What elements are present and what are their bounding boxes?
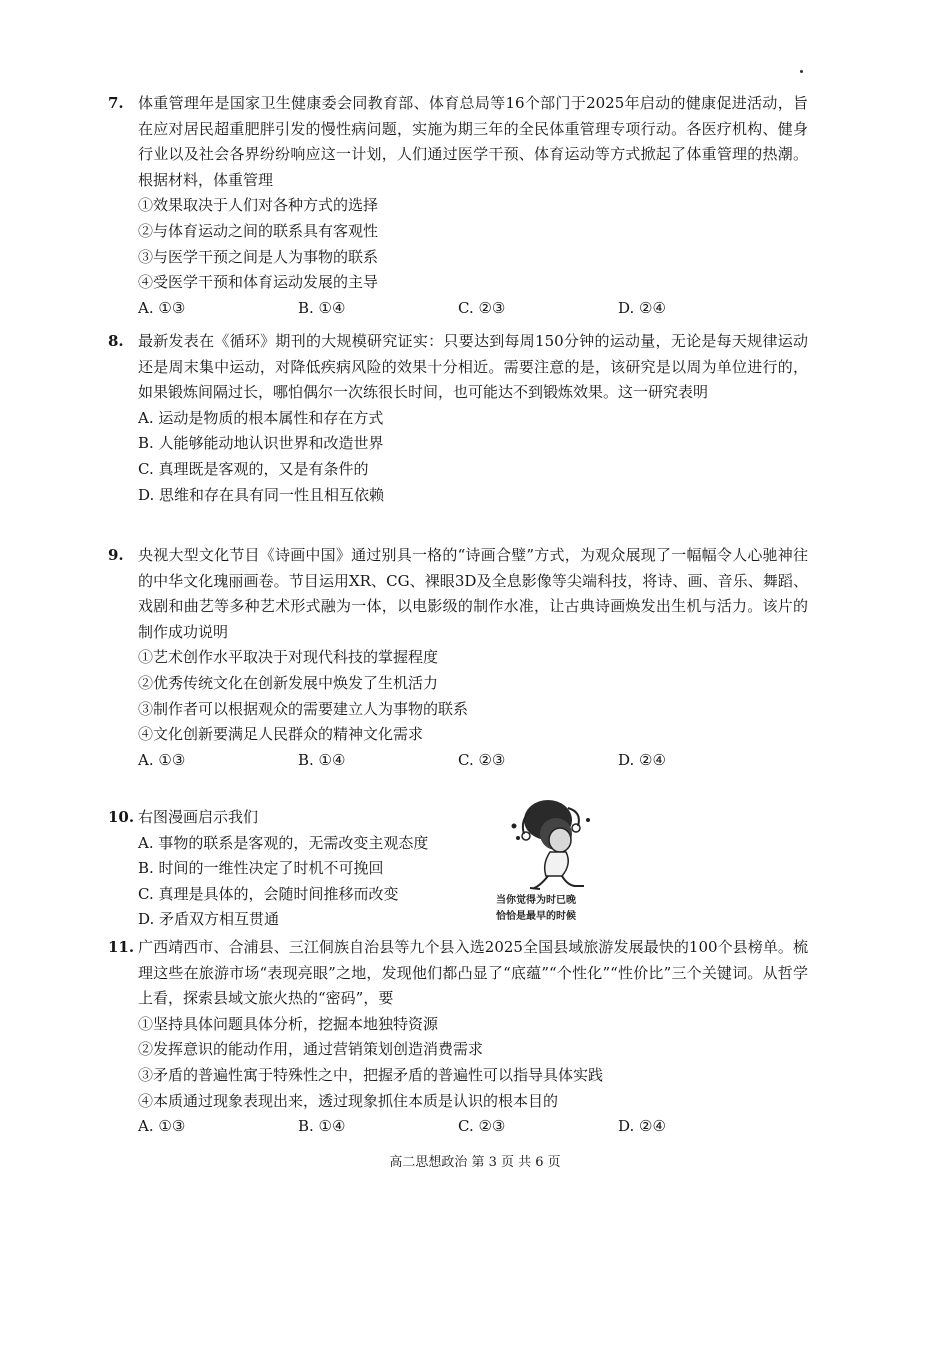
option-c[interactable]: C. ②③ xyxy=(458,1117,506,1136)
statement: ③与医学干预之间是人为事物的联系 xyxy=(138,247,379,266)
statement: ③制作者可以根据观众的需要建立人为事物的联系 xyxy=(138,699,469,718)
option-b[interactable]: B. 时间的一维性决定了时机不可挽回 xyxy=(138,859,384,878)
question-11 xyxy=(108,935,808,1140)
option-row xyxy=(138,1114,808,1140)
option-c[interactable]: C. 真理既是客观的，又是有条件的 xyxy=(138,459,369,478)
caption-line: 当你觉得为时已晚 xyxy=(496,895,576,906)
option-row xyxy=(138,296,808,322)
option-b[interactable]: B. 人能够能动地认识世界和改造世界 xyxy=(138,434,384,453)
option-d[interactable]: D. ②④ xyxy=(618,750,666,769)
question-number: 7. xyxy=(108,94,124,112)
option-a[interactable]: A. 事物的联系是客观的，无需改变主观态度 xyxy=(138,833,429,852)
option-c[interactable]: C. ②③ xyxy=(458,298,506,317)
option-d[interactable]: D. 矛盾双方相互贯通 xyxy=(138,910,280,929)
question-10 xyxy=(108,805,808,933)
question-stem: 右图漫画启示我们 xyxy=(138,808,259,826)
statement: ②发挥意识的能动作用，通过营销策划创造消费需求 xyxy=(138,1040,484,1059)
statement: ③矛盾的普遍性寓于特殊性之中，把握矛盾的普遍性可以指导具体实践 xyxy=(138,1065,604,1084)
question-number: 9. xyxy=(108,546,124,564)
statement: ④本质通过现象表现出来，透过现象抓住本质是认识的根本目的 xyxy=(138,1091,559,1110)
option-a[interactable]: A. ①③ xyxy=(138,750,186,769)
speck-mark xyxy=(800,70,803,73)
statement: ①艺术创作水平取决于对现代科技的掌握程度 xyxy=(138,648,439,667)
option-c[interactable]: C. 真理是具体的，会随时间推移而改变 xyxy=(138,884,399,903)
cartoon-caption xyxy=(496,893,646,925)
statement: ①效果取决于人们对各种方式的选择 xyxy=(138,196,379,215)
question-number: 11. xyxy=(108,938,135,956)
question-7 xyxy=(108,91,808,321)
option-b[interactable]: B. ①④ xyxy=(298,750,346,769)
option-c[interactable]: C. ②③ xyxy=(458,750,506,769)
statement: ①坚持具体问题具体分析，挖掘本地独特资源 xyxy=(138,1014,439,1033)
option-a[interactable]: A. 运动是物质的根本属性和存在方式 xyxy=(138,408,384,427)
option-a[interactable]: A. ①③ xyxy=(138,1117,186,1136)
question-number: 10. xyxy=(108,808,135,826)
question-stem: 广西靖西市、合浦县、三江侗族自治县等九个县入选2025全国县域旅游发展最快的100个县榜单。梳理这些在旅游市场“表现亮眼”之地，发现他们都凸显了“底蕴”“个性化”“性价比”三个关键词。从哲学上看，探索县域文旅火热的“密码”，要 xyxy=(138,938,808,1008)
question-number: 8. xyxy=(108,332,124,350)
statement: ④文化创新要满足人民群众的精神文化需求 xyxy=(138,725,424,744)
statement: ②优秀传统文化在创新发展中焕发了生机活力 xyxy=(138,673,439,692)
option-a[interactable]: A. ①③ xyxy=(138,298,186,317)
option-d[interactable]: D. ②④ xyxy=(618,298,666,317)
question-9 xyxy=(108,543,808,773)
statement: ②与体育运动之间的联系具有客观性 xyxy=(138,221,379,240)
option-b[interactable]: B. ①④ xyxy=(298,298,346,317)
question-stem: 央视大型文化节目《诗画中国》通过别具一格的“诗画合璧”方式，为观众展现了一幅幅令人心驰神往的中华文化瑰丽画卷。节目运用XR、CG、裸眼3D及全息影像等尖端科技，将诗、画、音乐、舞蹈、戏剧和曲艺等多种艺术形式融为一体，以电影级的制作水准，让古典诗画焕发出生机与活力。该片的制作成功说明 xyxy=(138,546,808,641)
page-footer: 高二思想政治 第 3 页 共 6 页 xyxy=(389,1155,561,1170)
option-d[interactable]: D. 思维和存在具有同一性且相互依赖 xyxy=(138,485,385,504)
question-stem: 体重管理年是国家卫生健康委会同教育部、体育总局等16个部门于2025年启动的健康促进活动，旨在应对居民超重肥胖引发的慢性病问题，实施为期三年的全民体重管理专项行动。各医疗机构、健身行业以及社会各界纷纷响应这一计划，人们通过医学干预、体育运动等方式掀起了体重管理的热潮。根据材料，体重管理 xyxy=(138,94,808,189)
question-8 xyxy=(108,329,808,508)
option-d[interactable]: D. ②④ xyxy=(618,1117,666,1136)
option-row xyxy=(138,748,808,774)
question-stem: 最新发表在《循环》期刊的大规模研究证实：只要达到每周150分钟的运动量，无论是每天规律运动还是周末集中运动，对降低疾病风险的效果十分相近。需要注意的是，该研究是以周为单位进行的，如果锻炼间隔过长，哪怕偶尔一次练很长时间，也可能达不到锻炼效果。这一研究表明 xyxy=(138,332,808,402)
option-b[interactable]: B. ①④ xyxy=(298,1117,346,1136)
statement: ④受医学干预和体育运动发展的主导 xyxy=(138,273,379,292)
caption-line: 恰恰是最早的时候 xyxy=(496,911,576,922)
